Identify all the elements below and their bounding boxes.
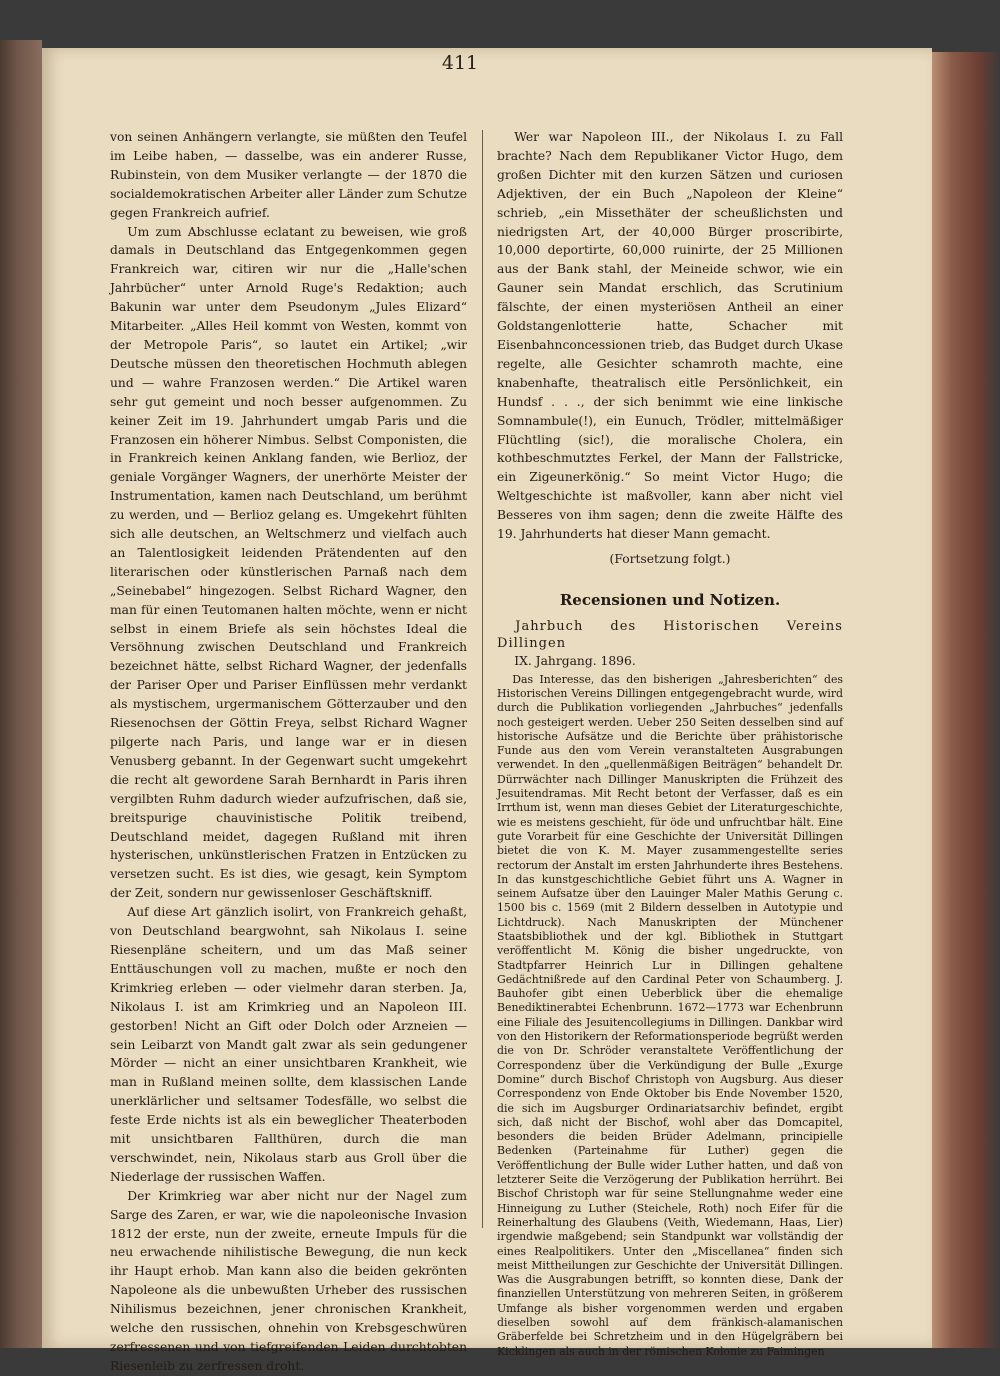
- review-body: [497, 673, 843, 1359]
- review-title: Jahrbuch des Historischen Vereins Dillingen: [497, 618, 843, 651]
- book-cover-edge: [0, 40, 42, 1348]
- review-paragraph: Das Interesse, das den bisherigen „Jahresberichten“ des Historischen Vereins Dillingen entgegengebracht wurde, wird durch die Publikation vorliegenden „Jahrbuches“ jedenfalls noch gesteigert werden. Ueber 250 Seiten desselben sind auf historische Aufsätze und die Berichte über prähistorische Funde aus den vom Verein veranstalteten Ausgrabungen verwendet. In den „quellenmäßigen Beiträgen“ behandelt Dr. Dürrwächter nach Dillinger Manuskripten die Frühzeit des Jesuitendramas. Mit Recht betont der Verfasser, daß es ein Irrthum ist, wenn man dieses Gebiet der Literaturgeschichte, wie es meistens geschieht, für öde und unfruchtbar hält. Eine gute Vorarbeit für eine Geschichte der Universität Dillingen bietet die von K. M. Mayer zusammengestellte series rectorum der Anstalt im ersten Jahrhunderte ihres Bestehens. In das kunstgeschichtliche Gebiet führt uns A. Wagner in seinem Aufsatze über den Lauinger Maler Mathis Gerung c. 1500 bis c. 1569 (mit 2 Bildern desselben in Autotypie und Lichtdruck). Nach Manuskripten der Münchener Staatsbibliothek und der kgl. Bibliothek in Stuttgart veröffentlicht M. König die bisher ungedruckte, von Stadtpfarrer Heinrich Lur in Dillingen gehaltene Gedächtnißrede auf den Cardinal Peter von Schaumberg. J. Bauhofer gibt einen Ueberblick über die ehemalige Benediktinerabtei Echenbrunn. 1672—1773 war Echenbrunn eine Filiale des Jesuitencollegiums in Dillingen. Dankbar wird von den Historikern der Reformationsperiode begrüßt werden die von Dr. Schröder veranstaltete Veröffentlichung der Correspondenz über die Verkündigung der Bulle „Exurge Domine“ durch Bischof Christoph von Augsburg. Aus dieser Correspondenz von Ende Oktober bis Ende November 1520, die sich im Augsburger Ordinariatsarchiv befindet, ergibt sich, daß nicht der Bischof, wohl aber das Domcapitel, besonders die beiden Brüder Adelmann, principielle Bedenken (Parteinahme für Luther) gegen die Veröffentlichung der Bulle wider Luther hatten, und daß von letzterer Seite die Verzögerung der Publikation herrührt. Bei Bischof Christoph war für seine Stellungnahme weder eine Hinneigung zu Luther (Steichele, Roth) noch Eifer für die Reinerhaltung des Glaubens (Veith, Wiedemann, Haas, Lier) irgendwie maßgebend; sein Standpunkt war vollständig der eines Realpolitikers. Unter den „Miscellanea“ finden sich meist Mittheilungen zur Geschichte der Universität Dillingen. Was die Ausgrabungen betrifft, so konnten diese, Dank der finanziellen Unterstützung von mehreren Seiten, in größerem Umfange als bisher vorgenommen werden und ergaben dieselben sowohl auf dem fränkisch-alamanischen Gräberfelde bei Schretzheim und in den Hügelgräbern bei Kicklingen als auch in der römischen Kolonie zu Faimingen: [497, 672, 843, 1358]
- page-stack-edge: [932, 52, 1000, 1348]
- left-paragraph-1: von seinen Anhängern verlangte, sie müßten den Teufel im Leibe haben, — dasselbe, was ein anderer Russe, Rubinstein, von dem Musiker verlangte — der 1870 die socialdemokratischen Arbeiter aller Länder zum Schutze gegen Frankreich aufrief.: [110, 130, 467, 220]
- page-number: 411: [441, 52, 479, 74]
- continuation-note: (Fortsetzung folgt.): [609, 551, 731, 566]
- left-paragraph-3: Auf diese Art gänzlich isolirt, von Frankreich gehaßt, von Deutschland beargwohnt, sah Nikolaus I. seine Riesenpläne scheitern, und um das Maß seiner Enttäuschungen voll zu machen, mußte er noch den Krimkrieg erleben — oder vielmehr daran sterben. Ja, Nikolaus I. ist am Krimkrieg und an Napoleon III. gestorben! Nicht an Gift oder Dolch oder Arzneien — sein Leibarzt von Mandt galt zwar als sein gedungener Mörder — nicht an einer unsichtbaren Krankheit, wie man in Rußland meinen sollte, dem klassischen Lande unerklärlicher und seltsamer Todesfälle, wo selbst die feste Erde nichts ist als ein beweglicher Theaterboden mit unsichtbaren Fallthüren, durch die man verschwindet, nein, Nikolaus starb aus Groll über die Niederlage der russischen Waffen.: [110, 905, 467, 1184]
- left-paragraph-2: Um zum Abschlusse eclatant zu beweisen, wie groß damals in Deutschland das Entgegenkommen gegen Frankreich war, citiren wir nur die „Halle'schen Jahrbücher“ unter Arnold Ruge's Redaktion; auch Bakunin war unter dem Pseudonym „Jules Elizard“ Mitarbeiter. „Alles Heil kommt von Westen, kommt von der Metropole Paris“, so lautet ein Artikel; „wir Deutsche müssen den theoretischen Hochmuth ablegen und — wahre Franzosen werden.“ Die Artikel waren sehr gut gemeint und noch besser aufgenommen. Zu keiner Zeit im 19. Jahrhundert umgab Paris und die Franzosen ein höherer Nimbus. Selbst Componisten, die in Frankreich keinen Anklang fanden, wie Berlioz, der geniale Vorgänger Wagners, der unerhörte Meister der Instrumentation, kamen nach Deutschland, um berühmt zu werden, und — Berlioz gelang es. Umgekehrt fühlten sich alle deutschen, an Weltschmerz und vielfach auch an Talentlosigkeit leidenden Prätendenten auf den literarischen oder künstlerischen Parnaß nach dem „Seinebabel“ hingezogen. Selbst Richard Wagner, den man für einen Teutomanen halten möchte, wenn er nicht selbst in einem Briefe als sein höchstes Ideal die Versöhnung zwischen Deutschland und Frankreich bezeichnet hätte, selbst Richard Wagner, der jedenfalls der Pariser Oper und Pariser Einflüssen mehr verdankt als mystischem, urgermanischem Götterzauber und den Riesenochsen der Göttin Freya, selbst Richard Wagner pilgerte nach Paris, und lange war er in diesen Venusberg gebannt. In der Gegenwart sucht umgekehrt die recht alt gewordene Sarah Bernhardt in Paris ihren vergilbten Ruhm dadurch wieder aufzufrischen, daß sie, breitspurige chauvinistische Politik treibend, Deutschland meidet, dagegen Rußland mit ihren hysterischen, unkünstlerischen Fratzen in Entzücken zu versetzen sucht. Es ist dies, wie gesagt, kein Symptom der Zeit, sondern nur gewissenloser Geschäftskniff.: [110, 224, 467, 901]
- right-paragraph-1: Wer war Napoleon III., der Nikolaus I. zu Fall brachte? Nach dem Republikaner Victor Hugo, dem großen Dichter mit den kurzen Sätzen und curiosen Adjektiven, der ein Buch „Napoleon der Kleine“ schrieb, „ein Missethäter der scheußlichsten und niedrigsten Art, der 40,000 Bürger proscribirte, 10,000 deportirte, 60,000 ruinirte, der 25 Millionen aus der Bank stahl, der Meineide schwor, wie ein Gauner sein Mandat erschlich, das Scrutinium fälschte, der einen mysteriösen Antheil an einer Goldstangenlotterie hatte, Schacher mit Eisenbahnconcessionen trieb, das Budget durch Ukase regelte, alle Gesichter schamroth machte, eine knabenhafte, theatralisch eitle Persönlichkeit, ein Hundsf . . ., der sich benimmt wie eine linkische Somnambule(!), ein Eunuch, Trödler, mittelmäßiger Flüchtling (sic!), die moralische Cholera, ein kothbeschmutztes Ferkel, der Mann der Fallstricke, ein Zigeunerkönig.“ So meint Victor Hugo; die Weltgeschichte ist maßvoller, kann aber nicht viel Besseres von ihm sagen; denn die zweite Hälfte des 19. Jahrhunderts hat dieser Mann gemacht.: [497, 130, 843, 542]
- review-subtitle: IX. Jahrgang. 1896.: [514, 653, 636, 668]
- left-column: [110, 128, 467, 1373]
- right-column: [497, 128, 843, 1358]
- left-paragraph-4: Der Krimkrieg war aber nicht nur der Nagel zum Sarge des Zaren, er war, wie die napoleonische Invasion 1812 der erste, nun der zweite, erneute Impuls für die neu erwachende nihilistische Bewegung, die nun keck ihr Haupt erhob. Man kann also die beiden gekrönten Napoleone als die unbewußten Urheber des russischen Nihilismus bezeichnen, jener chronischen Krankheit, welche den russischen, ohnehin von Krebsgeschwüren zerfressenen und von tiefgreifenden Leiden durchtobten Riesenleib zu zerfressen droht.: [110, 1188, 467, 1373]
- section-heading: Recensionen und Notizen.: [559, 590, 781, 609]
- column-divider: [482, 130, 483, 1228]
